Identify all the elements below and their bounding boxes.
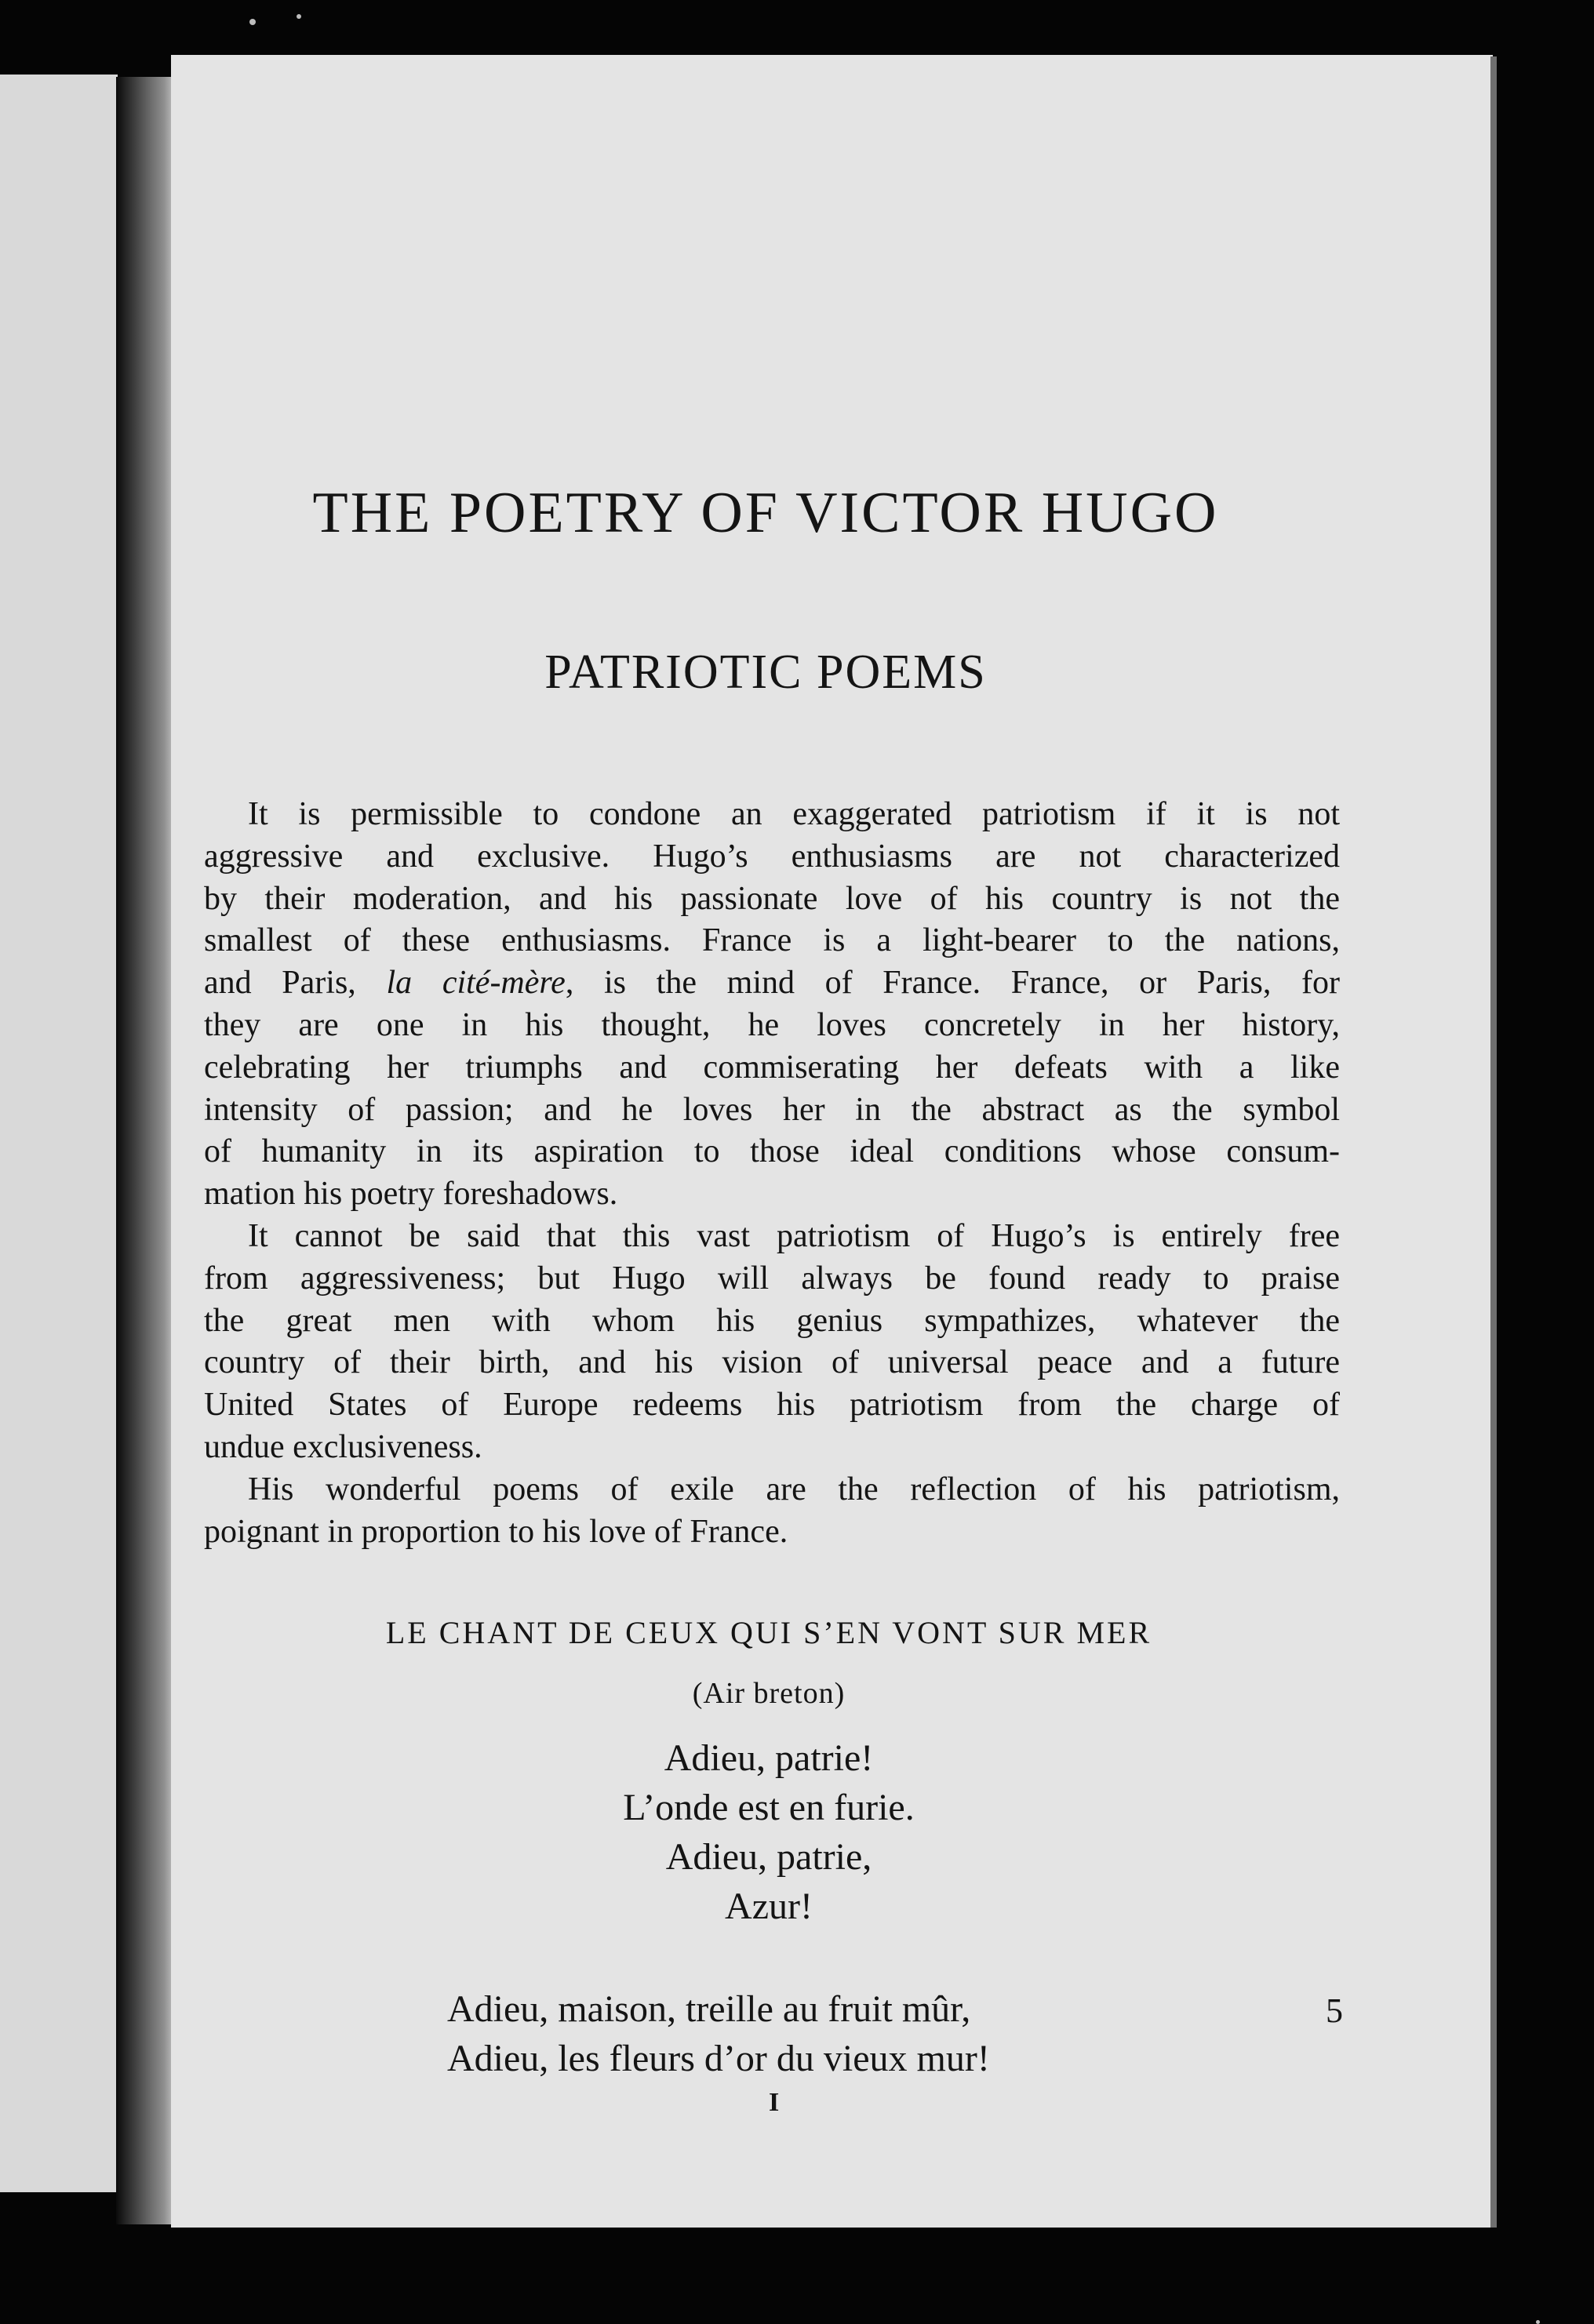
dust-speck bbox=[1536, 2320, 1540, 2324]
page-number: 5 bbox=[1326, 1991, 1343, 2030]
body-line: by their moderation, and his passionate love of his country is not the bbox=[204, 880, 1340, 917]
body-line: undue exclusiveness. bbox=[204, 1428, 482, 1465]
body-line: country of their birth, and his vision of universal peace and a future bbox=[204, 1344, 1340, 1381]
body-line: from aggressiveness; but Hugo will always be found ready to praise bbox=[204, 1260, 1340, 1297]
poem-title: LE CHANT DE CEUX QUI S’EN VONT SUR MER bbox=[385, 1615, 1152, 1650]
body-text bbox=[204, 794, 1340, 1553]
body-line: they are one in his thought, he loves concretely in her history, bbox=[204, 1006, 1340, 1043]
dust-speck bbox=[249, 19, 256, 25]
body-line: the great men with whom his genius sympathizes, whatever the bbox=[204, 1302, 1340, 1339]
body-fragment: , is the mind of France. France, or Paris, for bbox=[565, 965, 1340, 1002]
body-line: celebrating her triumphs and commiserating her defeats with a like bbox=[204, 1049, 1340, 1086]
body-line: intensity of passion; and he loves her in the abstract as the symbol bbox=[204, 1091, 1340, 1128]
poem-stanza bbox=[235, 1733, 1302, 1931]
book-title: THE POETRY OF VICTOR HUGO bbox=[312, 481, 1219, 545]
italic-phrase: la cité-mère bbox=[386, 965, 566, 1002]
signature-mark: I bbox=[769, 2088, 780, 2117]
poem-line: Azur! bbox=[725, 1886, 813, 1927]
facing-page-edge bbox=[0, 75, 118, 2192]
poem-line: Adieu, patrie! bbox=[664, 1737, 874, 1779]
poem-line: L’onde est en furie. bbox=[623, 1787, 915, 1828]
dust-speck bbox=[297, 14, 301, 19]
body-line: It cannot be said that this vast patriotism of Hugo’s is entirely free bbox=[248, 1217, 1340, 1254]
body-line: mation his poetry foreshadows. bbox=[204, 1176, 618, 1213]
body-line: United States of Europe redeems his patriotism from the charge of bbox=[204, 1387, 1340, 1424]
body-line: of humanity in its aspiration to those ideal conditions whose consum- bbox=[204, 1133, 1340, 1170]
body-line: His wonderful poems of exile are the reflection of his patriotism, bbox=[248, 1471, 1340, 1508]
page-edge-shadow bbox=[1490, 56, 1497, 2228]
body-fragment: and Paris, bbox=[204, 965, 387, 1002]
poem-line: Adieu, patrie, bbox=[665, 1836, 872, 1878]
section-title: PATRIOTIC POEMS bbox=[544, 646, 987, 699]
body-line: poignant in proportion to his love of France. bbox=[204, 1513, 788, 1550]
poem-line: Adieu, les fleurs d’or du vieux mur! bbox=[447, 2038, 990, 2079]
body-line: aggressive and exclusive. Hugo’s enthusiasms are not characterized bbox=[204, 838, 1340, 875]
book-gutter bbox=[116, 77, 173, 2224]
body-line-with-italic bbox=[204, 962, 1340, 1005]
poem-line: Adieu, maison, treille au fruit mûr, bbox=[447, 1988, 971, 2030]
body-line: smallest of these enthusiasms. France is a light-bearer to the nations, bbox=[204, 922, 1340, 959]
poem-subtitle: (Air breton) bbox=[692, 1677, 846, 1710]
poem-stanza bbox=[447, 1984, 990, 2083]
body-line: It is permissible to condone an exaggerated patriotism if it is not bbox=[248, 796, 1340, 832]
